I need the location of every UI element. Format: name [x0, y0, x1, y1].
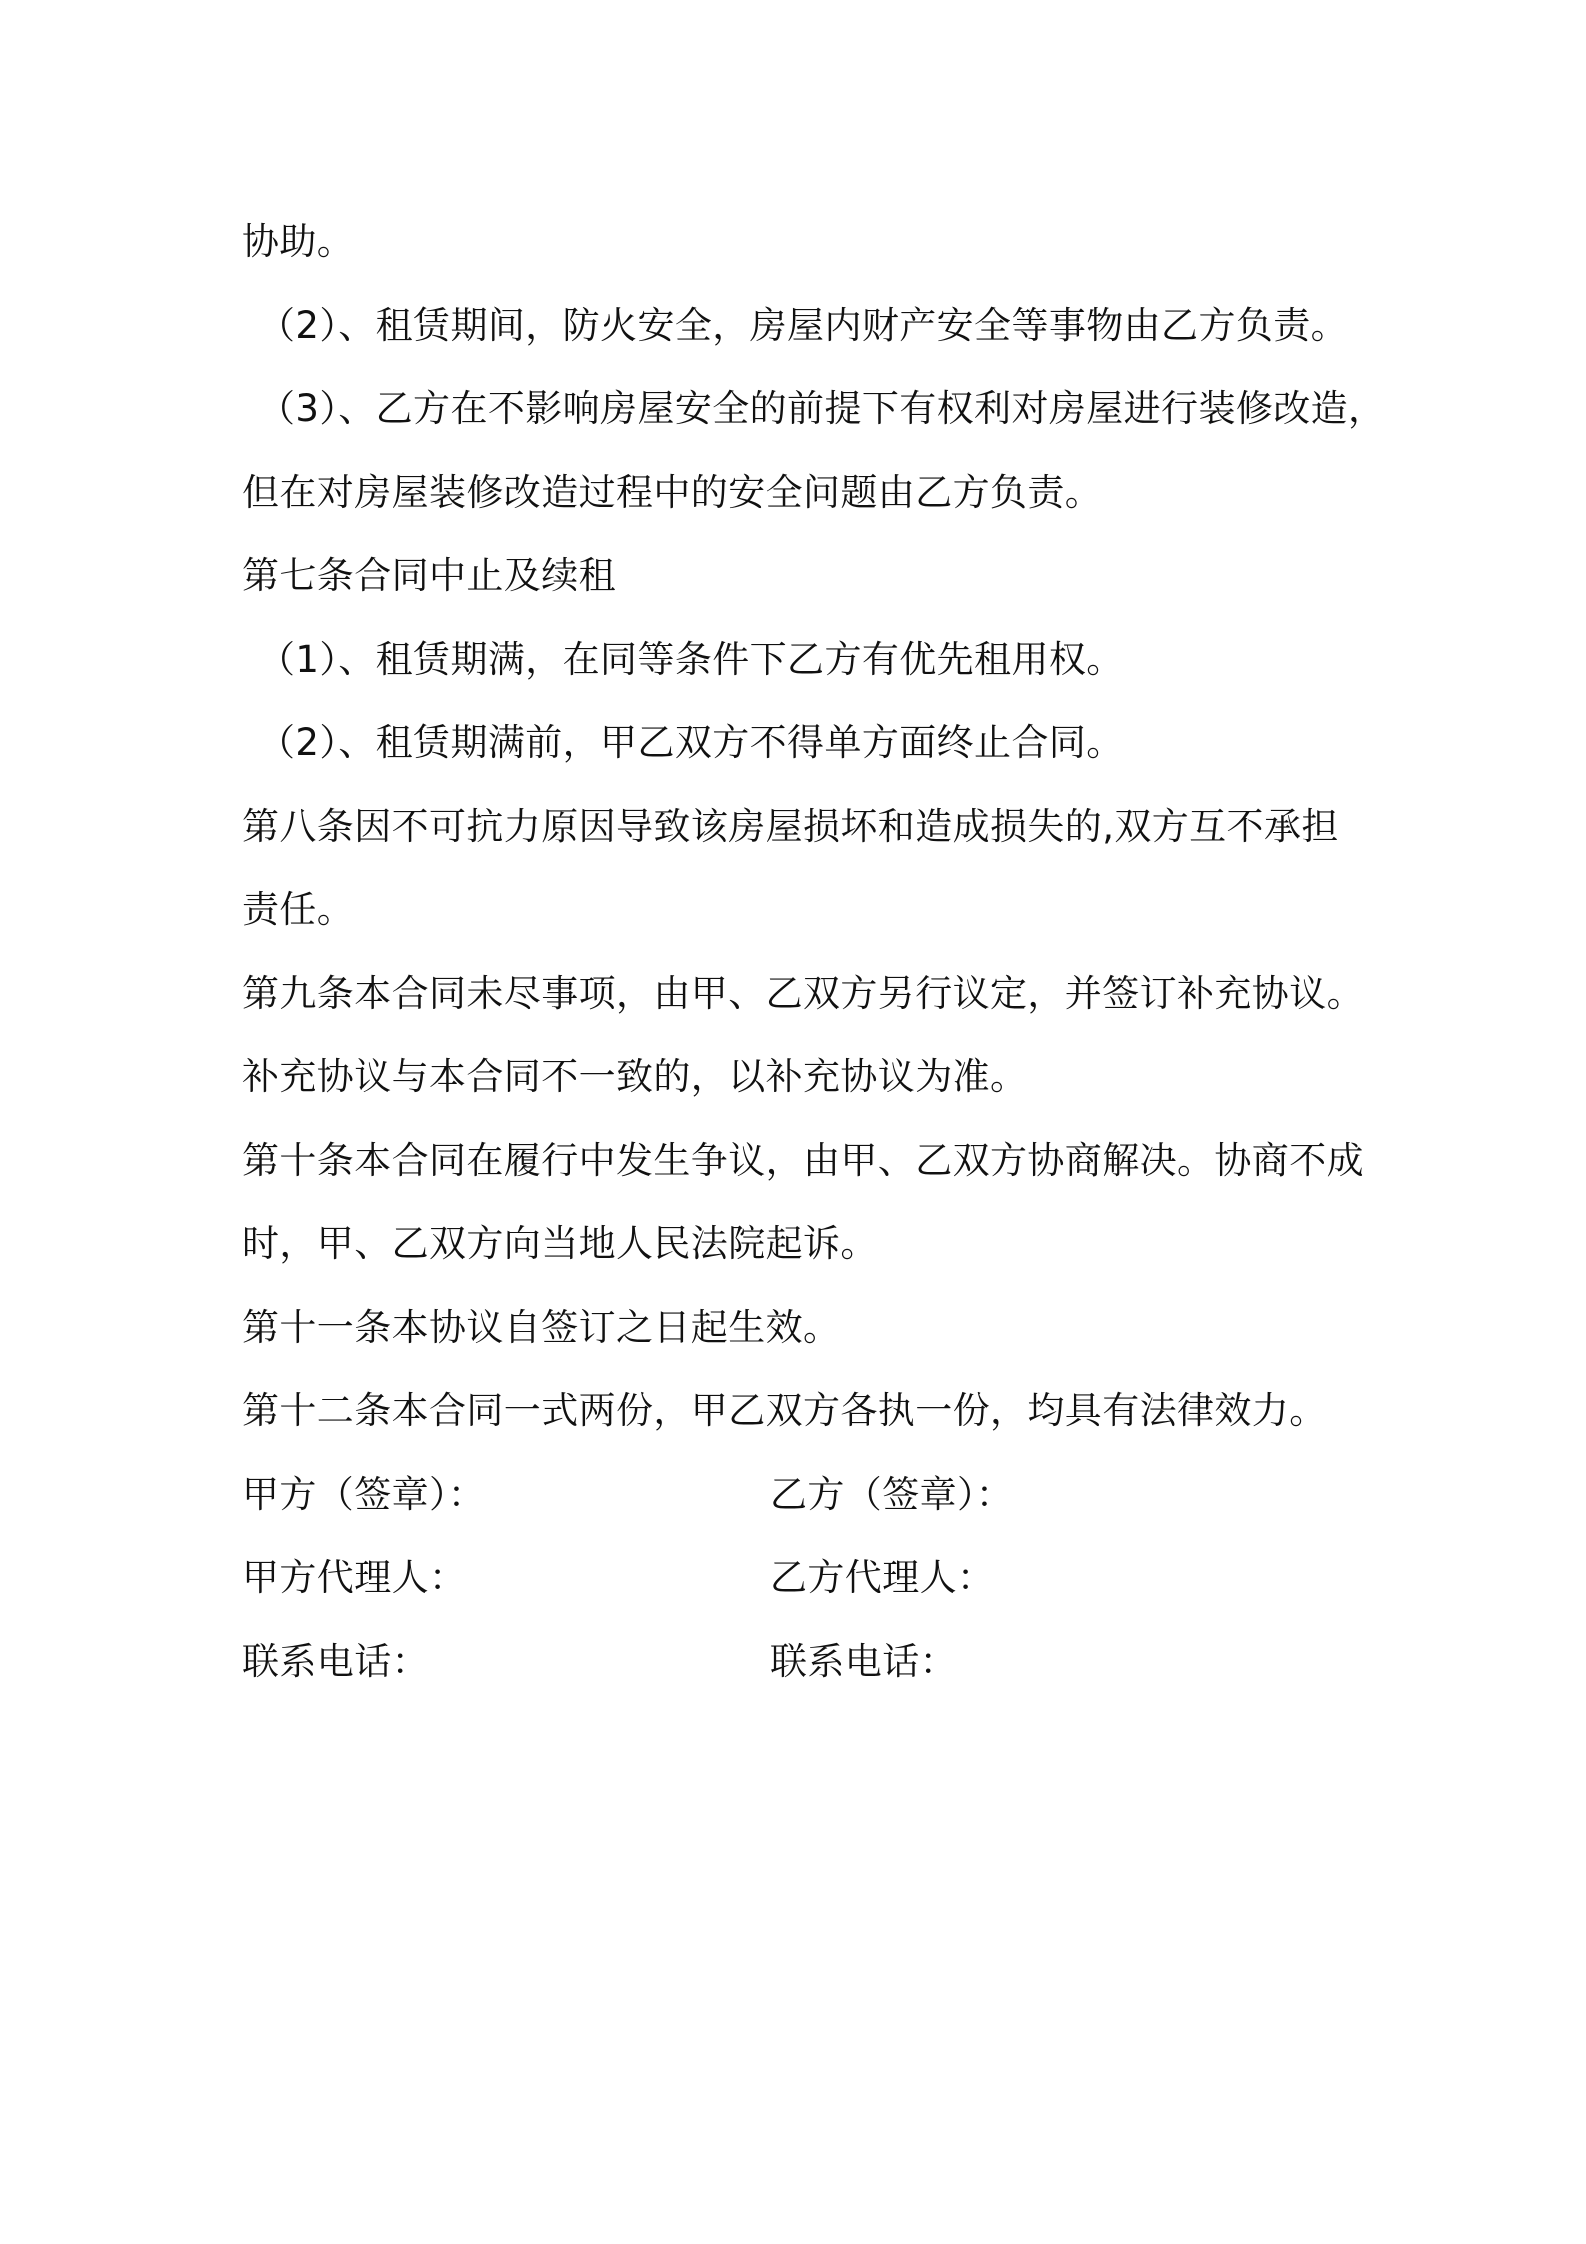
document-body [242, 200, 1386, 1703]
text-line: 第八条因不可抗力原因导致该房屋损坏和造成损失的,双方互不承担 [242, 804, 1339, 848]
text-line: 第十条本合同在履行中发生争议，由甲、乙双方协商解决。协商不成 [242, 1138, 1364, 1182]
text-line: 协助。 [242, 220, 355, 263]
text-line: （2）、租赁期满前，甲乙双方不得单方面终止合同。 [258, 721, 1124, 764]
signature-row-phone [242, 1620, 1362, 1704]
text-line: 时，甲、乙双方向当地人民法院起诉。 [242, 1222, 878, 1265]
text-line: 责任。 [242, 888, 355, 931]
text-line: （2）、租赁期间，防火安全，房屋内财产安全等事物由乙方负责。 [258, 303, 1349, 347]
party-b-agent-label: 乙方代理人： [770, 1556, 995, 1599]
party-a-agent-label: 甲方代理人： [242, 1556, 467, 1599]
text-line: 第九条本合同未尽事项，由甲、乙双方另行议定，并签订补充协议。 [242, 971, 1364, 1015]
party-b-phone-label: 联系电话： [770, 1639, 957, 1683]
section-heading: 第七条合同中止及续租 [242, 554, 616, 597]
text-line: 但在对房屋装修改造过程中的安全问题由乙方负责。 [242, 470, 1103, 514]
party-b-seal-label: 乙方（签章）： [770, 1472, 1014, 1516]
text-line: （3）、乙方在不影响房屋安全的前提下有权利对房屋进行装修改造， [258, 387, 1386, 430]
signature-row-agent [242, 1536, 1362, 1620]
text-line: 第十二条本合同一式两份，甲乙双方各执一份，均具有法律效力。 [242, 1389, 1327, 1432]
text-line: （1）、租赁期满，在同等条件下乙方有优先租用权。 [258, 637, 1124, 681]
text-line: 第十一条本协议自签订之日起生效。 [242, 1305, 841, 1349]
text-line: 补充协议与本合同不一致的，以补充协议为准。 [242, 1055, 1028, 1098]
party-a-phone-label: 联系电话： [242, 1639, 429, 1683]
party-a-seal-label: 甲方（签章）： [242, 1472, 486, 1516]
signature-row-seal [242, 1453, 1362, 1537]
